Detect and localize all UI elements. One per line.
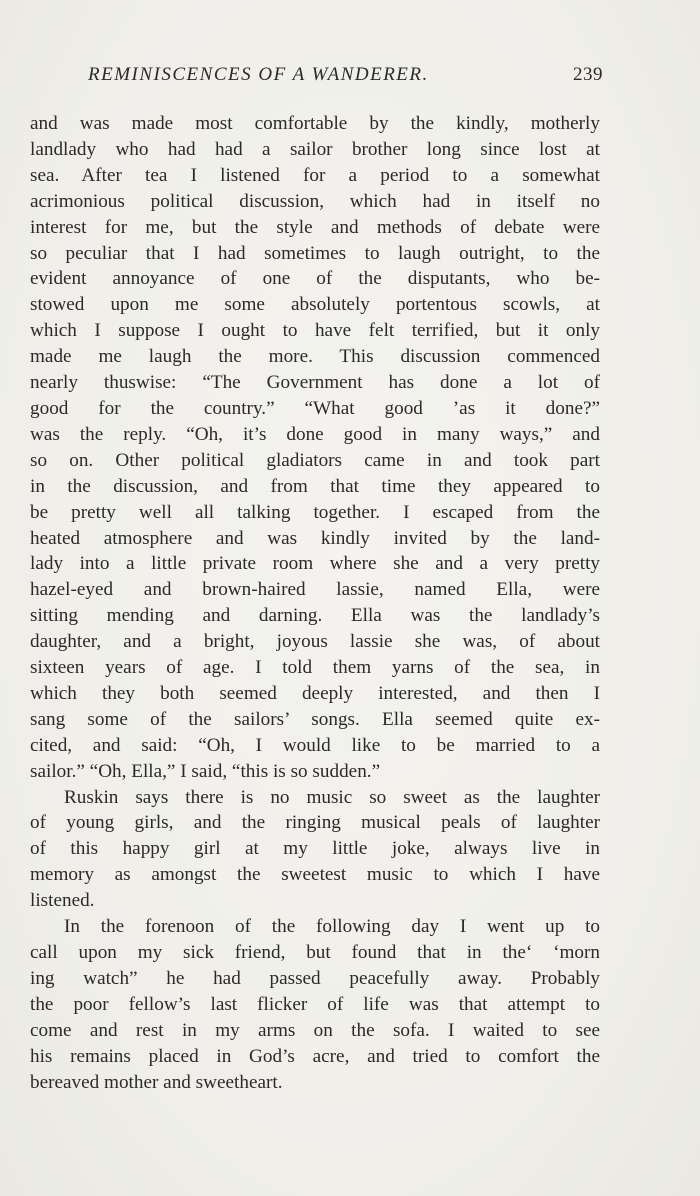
text-line: hazel-eyed and brown-haired lassie, named Ella, were bbox=[30, 579, 600, 601]
text-line: bereaved mother and sweetheart. bbox=[30, 1071, 283, 1093]
text-line: be pretty well all talking together. I escaped from the bbox=[30, 501, 600, 523]
text-line: in the discussion, and from that time they appeared to bbox=[30, 475, 600, 497]
page-number: 239 bbox=[573, 64, 603, 85]
text-line: sitting mending and darning. Ella was the landlady’s bbox=[30, 605, 600, 627]
text-line: which I suppose I ought to have felt terrified, but it only bbox=[30, 320, 600, 342]
text-line: come and rest in my arms on the sofa. I waited to see bbox=[30, 1019, 600, 1041]
text-line: interest for me, but the style and methods of debate were bbox=[30, 216, 600, 238]
text-line: his remains placed in God’s acre, and tried to comfort the bbox=[30, 1045, 600, 1067]
text-line: which they both seemed deeply interested, and then I bbox=[30, 682, 600, 704]
text-line: sang some of the sailors’ songs. Ella seemed quite ex- bbox=[30, 708, 600, 730]
text-line: ing watch” he had passed peacefully away. Probably bbox=[30, 967, 600, 989]
text-line: so on. Other political gladiators came in and took part bbox=[30, 449, 600, 471]
text-line: of this happy girl at my little joke, always live in bbox=[30, 838, 600, 860]
running-title: REMINISCENCES OF A WANDERER. bbox=[88, 64, 429, 85]
page-header bbox=[88, 64, 603, 94]
text-line: and was made most comfortable by the kindly, motherly bbox=[30, 113, 600, 134]
text-line: landlady who had had a sailor brother long since lost at bbox=[30, 138, 600, 160]
text-line: made me laugh the more. This discussion commenced bbox=[30, 346, 600, 368]
text-line: memory as amongst the sweetest music to which I have bbox=[30, 864, 600, 886]
text-line: Ruskin says there is no music so sweet as the laughter bbox=[64, 786, 600, 808]
body-text bbox=[30, 111, 600, 1095]
text-line: was the reply. “Oh, it’s done good in many ways,” and bbox=[30, 423, 600, 445]
text-line: daughter, and a bright, joyous lassie she was, of about bbox=[30, 631, 600, 653]
text-line: nearly thuswise: “The Government has done a lot of bbox=[30, 372, 600, 394]
text-line: of young girls, and the ringing musical peals of laughter bbox=[30, 812, 600, 834]
text-line: so peculiar that I had sometimes to laugh outright, to the bbox=[30, 242, 600, 264]
text-line: In the forenoon of the following day I went up to bbox=[64, 916, 600, 938]
text-line: lady into a little private room where she and a very pretty bbox=[30, 553, 600, 575]
text-line: listened. bbox=[30, 890, 95, 912]
text-line: cited, and said: “Oh, I would like to be married to a bbox=[30, 734, 600, 756]
text-line: call upon my sick friend, but found that in the‘ ‘morn bbox=[30, 942, 600, 963]
text-line: sea. After tea I listened for a period to a somewhat bbox=[30, 164, 600, 186]
paragraph-2 bbox=[30, 785, 600, 915]
text-line: sixteen years of age. I told them yarns of the sea, in bbox=[30, 657, 600, 679]
text-line: acrimonious political discussion, which had in itself no bbox=[30, 190, 600, 212]
text-line: good for the country.” “What good ’as it done?” bbox=[30, 397, 600, 419]
text-line: sailor.” “Oh, Ella,” I said, “this is so sudden.” bbox=[30, 760, 381, 782]
paragraph-3 bbox=[30, 914, 600, 1095]
paragraph-1 bbox=[30, 111, 600, 785]
text-line: the poor fellow’s last flicker of life was that attempt to bbox=[30, 993, 600, 1015]
text-line: evident annoyance of one of the disputants, who be- bbox=[30, 268, 600, 290]
text-line: stowed upon me some absolutely portentous scowls, at bbox=[30, 294, 600, 316]
text-line: heated atmosphere and was kindly invited by the land- bbox=[30, 527, 600, 549]
